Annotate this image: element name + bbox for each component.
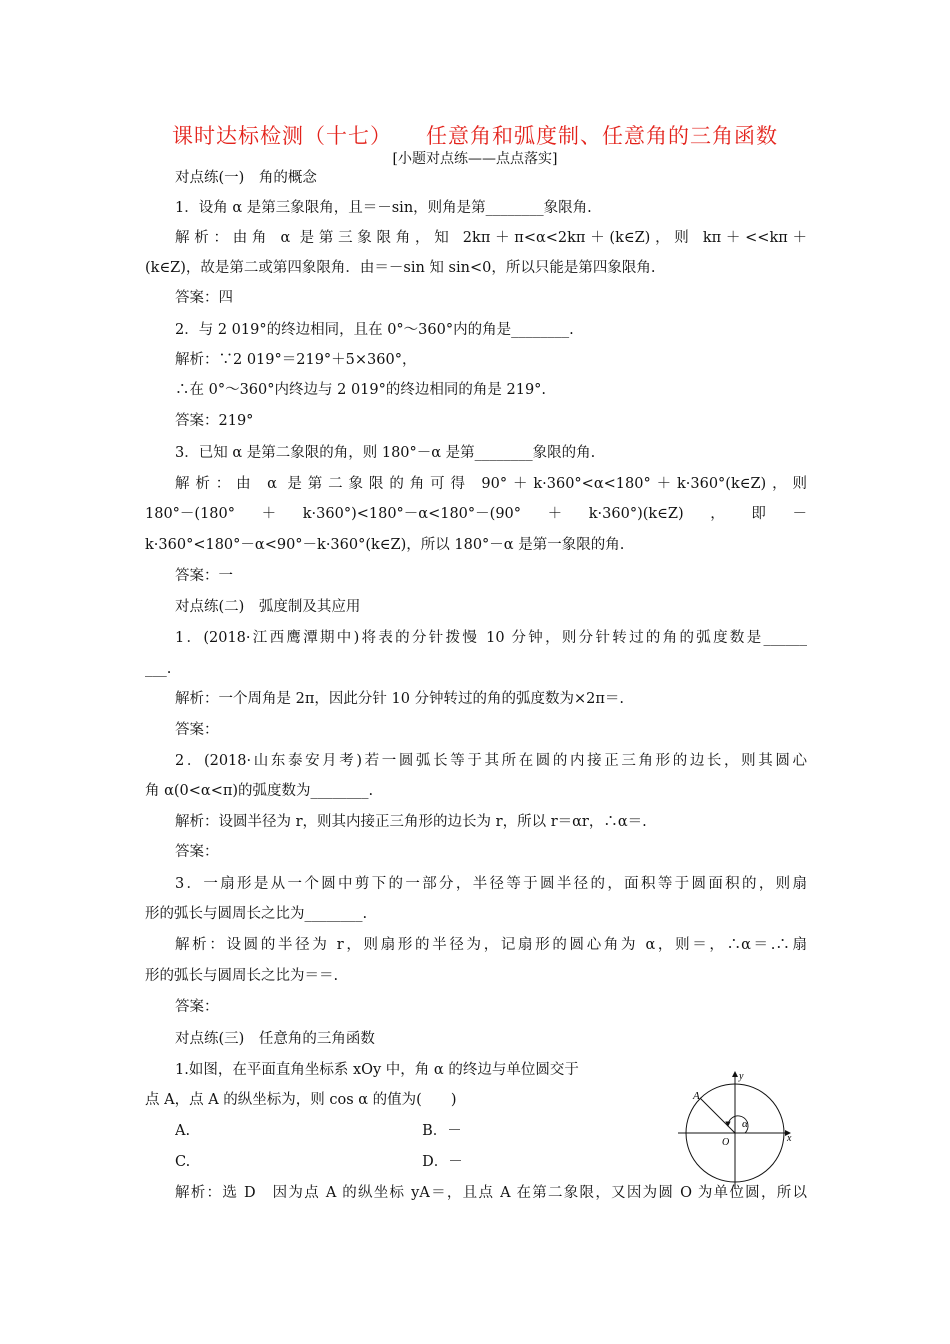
label-o: O [722,1137,730,1148]
text-line: ___. [145,661,172,677]
text-line: 答案：219° [175,413,254,429]
text-line: 答案： [175,844,219,860]
text-line: 解析：由角 α 是第三象限角，知 2kπ＋π<α<2kπ＋(k∈Z)，则 kπ＋<<kπ＋ [175,230,807,246]
text-line: 对点练(一) 角的概念 [175,170,317,186]
text-line: 解析：∵2 019°＝219°＋5×360°， [175,352,417,368]
text-line: 对点练(三) 任意角的三角函数 [175,1031,375,1047]
text-line: 答案：四 [175,290,233,306]
text-line: 解析：一个周角是 2π，因此分针 10 分钟转过的角的弧度数为×2π＝. [175,691,625,707]
label-a: A [693,1090,700,1102]
title-main: 课时达标检测（十七） [172,124,392,148]
text-line: 1．(2018·江西鹰潭期中)将表的分针拨慢 10 分钟，则分针转过的角的弧度数是______ [175,630,807,646]
title-sub: 任意角和弧度制、任意角的三角函数 [426,124,778,148]
subtitle: [小题对点练——点点落实] [392,151,558,167]
text-line: 对点练(二) 弧度制及其应用 [175,599,361,615]
text-line: 解析：设圆的半径为 r，则扇形的半径为，记扇形的圆心角为 α，则＝，∴α＝.∴扇 [175,937,807,953]
terminal-side [700,1098,735,1133]
text-line: 解析：由 α 是第二象限的角可得 90°＋k·360°<α<180°＋k·360°(k∈Z)，则 [175,476,807,492]
page-title [0,120,950,150]
text-line: 3．已知 α 是第二象限的角，则 180°－α 是第________象限的角. [175,445,596,461]
label-y: y [739,1071,744,1082]
text-line: k·360°<180°－α<90°－k·360°(k∈Z)，所以 180°－α 是第一象限的角. [145,537,625,553]
text-line: 形的弧长与圆周长之比为________. [145,906,368,922]
text-line: (k∈Z)，故是第二或第四象限角．由＝－sin 知 sin<0，所以只能是第四象限角. [145,260,656,276]
label-x: x [787,1133,792,1144]
text-line: A. B．－ [175,1123,462,1139]
text-line: 2．(2018·山东泰安月考)若一圆弧长等于其所在圆的内接正三角形的边长，则其圆心 [175,753,807,769]
text-line: 形的弧长与圆周长之比为＝＝. [145,968,339,984]
text-line: 1．设角 α 是第三象限角，且＝－sin，则角是第________象限角. [175,200,592,216]
text-line: 2．与 2 019°的终边相同，且在 0°～360°内的角是________. [175,322,574,338]
text-line: 答案： [175,999,219,1015]
text-line: 点 A，点 A 的纵坐标为，则 cos α 的值为( ) [145,1092,457,1108]
text-line: C. D．－ [175,1154,463,1170]
label-alpha: α [742,1118,748,1130]
text-line: 解析：选 D 因为点 A 的纵坐标 yA＝，且点 A 在第二象限，又因为圆 O 为单位圆，所以 [175,1185,807,1201]
text-line: 180°－(180°＋k·360°)<180°－α<180°－(90°＋k·360°)(k∈Z)，即－ [145,506,807,522]
text-line: 3．一扇形是从一个圆中剪下的一部分，半径等于圆半径的，面积等于圆面积的，则扇 [175,876,807,892]
unit-circle-figure [676,1066,800,1191]
text-line: ∴在 0°～360°内终边与 2 019°的终边相同的角是 219°. [175,382,547,398]
text-line: 解析：设圆半径为 r，则其内接正三角形的边长为 r，所以 r＝αr，∴α＝. [175,814,647,830]
text-line: 答案： [175,722,219,738]
text-line: 1.如图，在平面直角坐标系 xOy 中，角 α 的终边与单位圆交于 [175,1062,579,1078]
text-line: 答案：一 [175,568,233,584]
text-line: 角 α(0<α<π)的弧度数为________. [145,783,374,799]
